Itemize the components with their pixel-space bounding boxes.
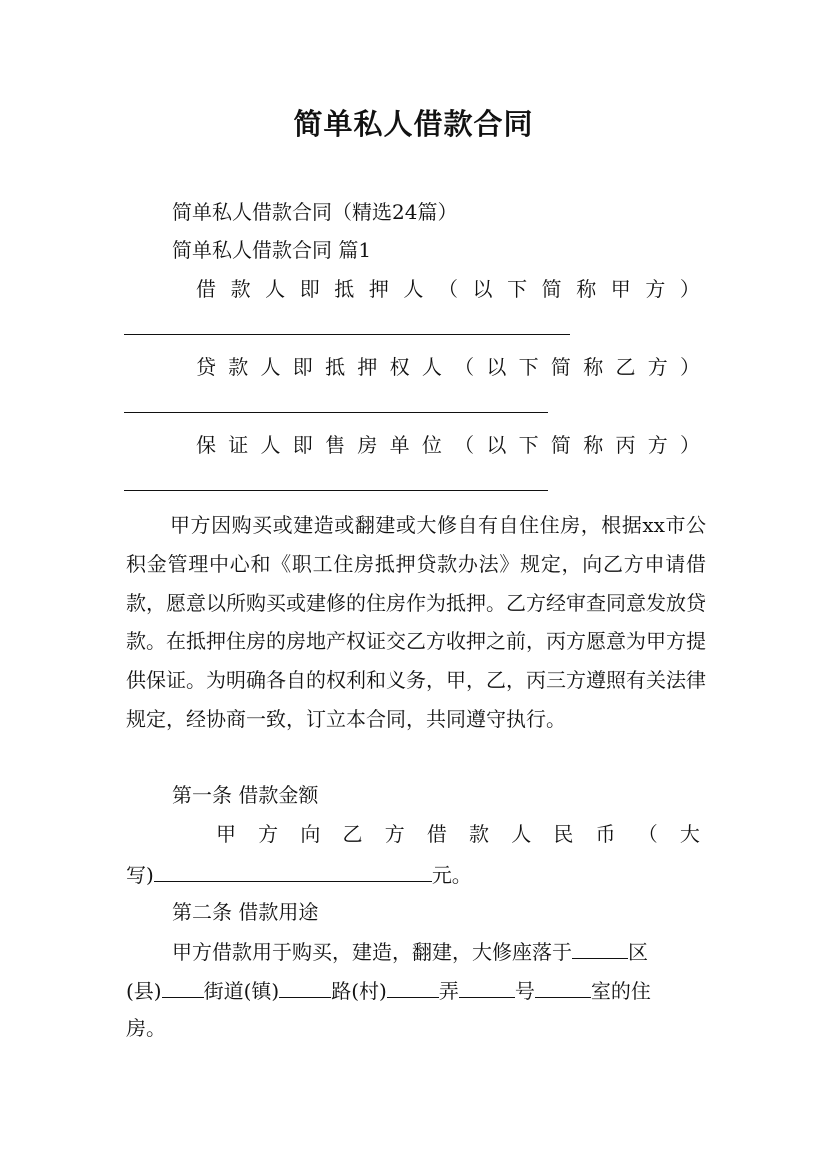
lane-blank (387, 977, 439, 998)
article1-char: 方 (258, 822, 279, 846)
document-subtitle: 简单私人借款合同（精选24篇） (172, 200, 458, 224)
party-b-char: 乙 (615, 355, 636, 379)
party-a-char: 简 (541, 277, 562, 301)
article1-heading: 第一条 借款金额 (172, 783, 319, 807)
party-c-char: （ (454, 433, 475, 457)
party-c-char: 下 (518, 433, 539, 457)
party-a-line (196, 277, 700, 301)
section-heading: 简单私人借款合同 篇1 (172, 238, 372, 262)
article2-heading: 第二条 借款用途 (172, 900, 319, 924)
party-c-char: 证 (228, 433, 249, 457)
party-c-char: 即 (292, 433, 313, 457)
district-blank (572, 938, 628, 959)
party-b-char: （ (454, 355, 475, 379)
party-b-char: 方 (647, 355, 668, 379)
party-a-char: 即 (299, 277, 320, 301)
number-blank (459, 977, 515, 998)
party-a-char: 下 (507, 277, 528, 301)
party-a-char: 押 (368, 277, 389, 301)
article2-line3: 房。 (126, 1016, 166, 1040)
party-a-char: 以 (472, 277, 493, 301)
party-b-char: 人 (260, 355, 281, 379)
party-c-char: 方 (647, 433, 668, 457)
article1-char: 民 (553, 822, 574, 846)
party-c-line (196, 433, 700, 457)
party-b-line (196, 355, 700, 379)
party-a-char: 款 (230, 277, 251, 301)
article1-line2 (126, 861, 472, 887)
article1-char: 乙 (342, 822, 363, 846)
amount-blank (154, 861, 432, 882)
article2-line1 (172, 938, 648, 964)
party-b-char: 人 (421, 355, 442, 379)
party-b-char: 称 (583, 355, 604, 379)
article1-char: 大 (679, 822, 700, 846)
party-c-char: 保 (196, 433, 216, 457)
article1-char: 人 (511, 822, 532, 846)
road-label: 路(村) (331, 979, 387, 1003)
party-b-char: 押 (357, 355, 378, 379)
document-title: 简单私人借款合同 (293, 107, 534, 141)
party-c-char: 位 (421, 433, 442, 457)
party-b-char: 抵 (325, 355, 346, 379)
party-c-char: 单 (389, 433, 410, 457)
party-a-char: （ (437, 277, 458, 301)
lane-label: 弄 (438, 979, 459, 1003)
party-a-char: 方 (645, 277, 666, 301)
party-a-char: ） (679, 277, 700, 301)
article1-char: 款 (469, 822, 490, 846)
article1-char: 方 (384, 822, 405, 846)
article2-line2 (126, 977, 651, 1003)
room-label: 室的住 (590, 979, 651, 1003)
party-a-char: 借 (196, 277, 216, 301)
party-b-char: 下 (518, 355, 539, 379)
county-label: (县) (126, 979, 162, 1003)
intro-paragraph: 甲方因购买或建造或翻建或大修自有自住住房，根据xx市公积金管理中心和《职工住房抵押贷款办法》规定，向乙方申请借款，愿意以所购买或建修的住房作为抵押。乙方经审查同意发放贷款。在抵押住房的房地产权证交乙方收押之前，丙方愿意为甲方提供保证。为明确各自的权利和义务，甲，乙，丙三方遵照有关法律规定，经协商一致，订立本合同，共同遵守执行。 (126, 513, 706, 731)
party-c-char: 房 (357, 433, 378, 457)
number-label: 号 (514, 979, 535, 1003)
party-c-char: 简 (550, 433, 571, 457)
party-b-char: 款 (228, 355, 249, 379)
article1-suffix: 元。 (431, 863, 472, 887)
article1-char: 借 (426, 822, 447, 846)
party-b-blank (124, 412, 548, 413)
party-a-char: 人 (403, 277, 424, 301)
article2-text: 甲方借款用于购买，建造，翻建，大修座落于 (172, 940, 572, 964)
party-b-char: 即 (292, 355, 313, 379)
party-a-char: 人 (265, 277, 286, 301)
article1-prefix: 写) (126, 863, 154, 887)
article1-char: 币 (595, 822, 616, 846)
party-a-char: 抵 (334, 277, 355, 301)
party-c-char: 人 (260, 433, 281, 457)
article1-line1 (216, 822, 700, 846)
party-c-blank (124, 490, 548, 491)
party-c-char: 售 (325, 433, 346, 457)
party-b-char: ） (679, 355, 700, 379)
room-blank (535, 977, 591, 998)
article2-district-label: 区 (628, 940, 648, 964)
article1-char: 向 (300, 822, 321, 846)
party-a-char: 称 (576, 277, 597, 301)
party-b-char: 简 (550, 355, 571, 379)
party-c-char: 称 (583, 433, 604, 457)
street-label: 街道(镇) (203, 979, 280, 1003)
article1-char: 甲 (216, 822, 236, 846)
party-c-char: 以 (486, 433, 507, 457)
party-a-blank (124, 334, 570, 335)
party-c-char: 丙 (615, 433, 636, 457)
party-c-char: ） (679, 433, 700, 457)
road-blank (279, 977, 331, 998)
party-a-char: 甲 (610, 277, 631, 301)
street-blank (162, 977, 204, 998)
party-b-char: 权 (389, 355, 410, 379)
party-b-char: 以 (486, 355, 507, 379)
article1-char: （ (637, 822, 658, 846)
party-b-char: 贷 (196, 355, 216, 379)
